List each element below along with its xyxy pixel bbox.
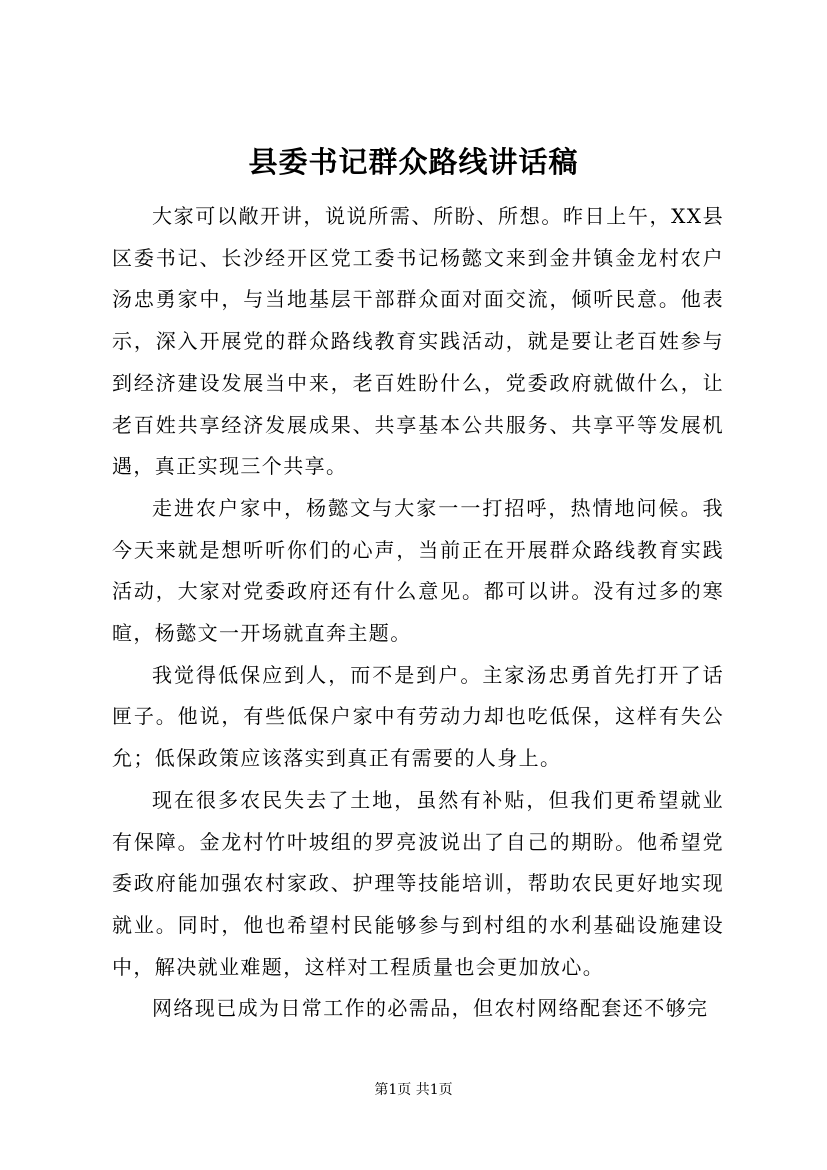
page-title: 县委书记群众路线讲话稿 [248,145,579,179]
document-body [112,196,724,1030]
paragraph: 现在很多农民失去了土地，虽然有补贴，但我们更希望就业有保障。金龙村竹叶坡组的罗亮波说出了自己的期盼。他希望党委政府能加强农村家政、护理等技能培训，帮助农民更好地实现就业。同时，他也希望村民能够参与到村组的水利基础设施建设中，解决就业难题，这样对工程质量也会更加放心。 [112,787,724,979]
paragraph: 走进农户家中，杨懿文与大家一一打招呼，热情地问候。我今天来就是想听听你们的心声，当前正在开展群众路线教育实践活动，大家对党委政府还有什么意见。都可以讲。没有过多的寒暄，杨懿文一开场就直奔主题。 [112,495,724,646]
paragraph: 我觉得低保应到人，而不是到户。主家汤忠勇首先打开了话匣子。他说，有些低保户家中有劳动力却也吃低保，这样有失公允；低保政策应该落实到真正有需要的人身上。 [112,662,724,771]
paragraph: 网络现已成为日常工作的必需品，但农村网络配套还不够完 [152,996,709,1021]
page-number-footer: 第1页 共1页 [374,1082,453,1098]
paragraph: 大家可以敞开讲，说说所需、所盼、所想。昨日上午，XX县区委书记、长沙经开区党工委书记杨懿文来到金井镇金龙村农户汤忠勇家中，与当地基层干部群众面对面交流，倾听民意。他表示，深入开展党的群众路线教育实践活动，就是要让老百姓参与到经济建设发展当中来，老百姓盼什么，党委政府就做什么，让老百姓共享经济发展成果、共享基本公共服务、共享平等发展机遇，真正实现三个共享。 [112,204,724,479]
